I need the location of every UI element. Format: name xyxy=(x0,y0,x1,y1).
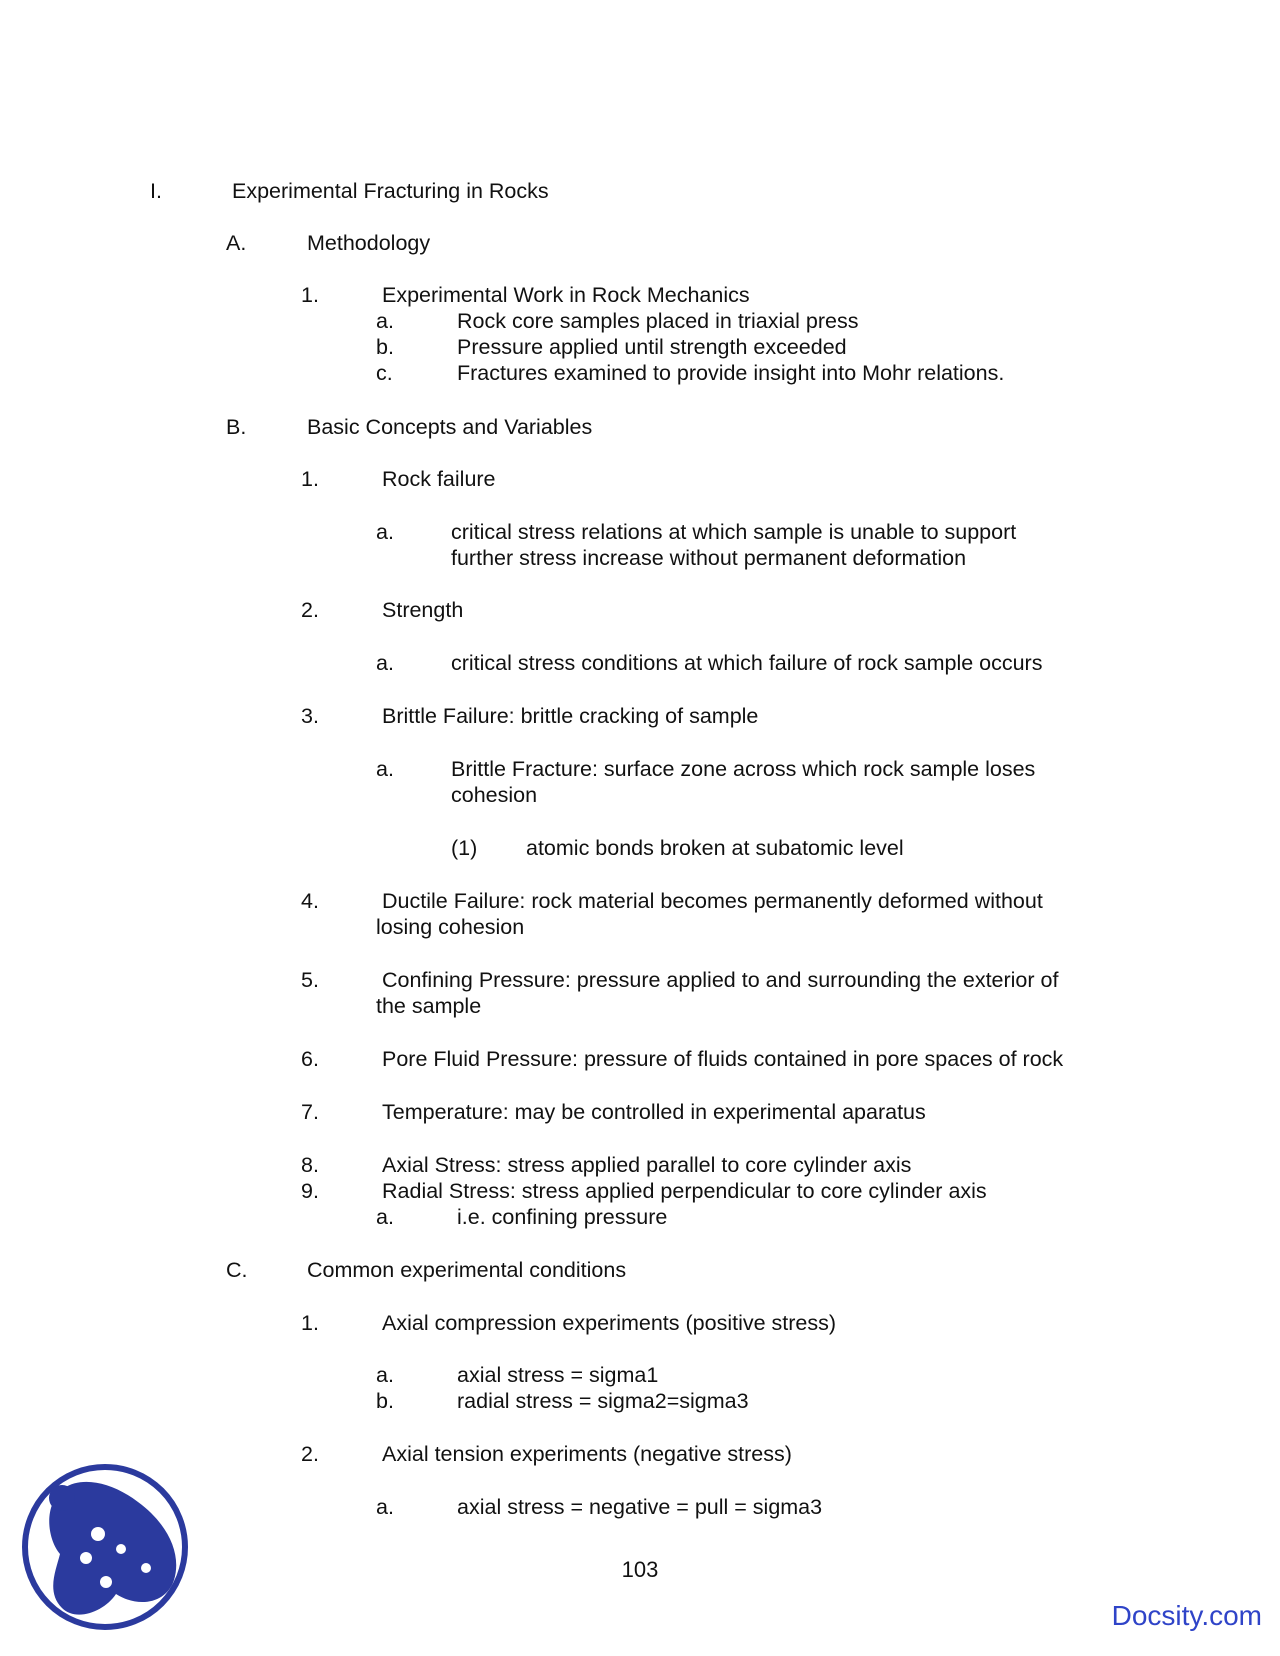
outline-text: Rock core samples placed in triaxial press xyxy=(457,309,859,333)
outline-marker: 9. xyxy=(301,1179,319,1203)
docsity-logo-icon[interactable] xyxy=(20,1462,190,1632)
outline-marker: 7. xyxy=(301,1100,319,1124)
outline-text: axial stress = negative = pull = sigma3 xyxy=(457,1495,823,1519)
outline-text: Axial tension experiments (negative stress) xyxy=(382,1442,792,1466)
outline-text: critical stress conditions at which failure of rock sample occurs xyxy=(451,651,1043,675)
outline-marker: b. xyxy=(376,335,394,359)
docsity-brand-link[interactable]: Docsity.com xyxy=(1111,1600,1262,1631)
outline-text: Confining Pressure: pressure applied to and surrounding the exterior of xyxy=(382,968,1059,992)
outline-text: Axial Stress: stress applied parallel to core cylinder axis xyxy=(382,1153,912,1177)
outline-text: critical stress relations at which sample is unable to support xyxy=(451,520,1017,544)
outline-marker: 8. xyxy=(301,1153,319,1177)
outline-marker: 1. xyxy=(301,467,319,491)
outline-text: Experimental Fracturing in Rocks xyxy=(232,179,549,203)
outline-marker: a. xyxy=(376,520,394,544)
outline-marker: 3. xyxy=(301,704,319,728)
outline-marker: (1) xyxy=(451,836,478,860)
outline-marker: a. xyxy=(376,309,394,333)
outline-marker: a. xyxy=(376,1495,394,1519)
outline-text: Ductile Failure: rock material becomes permanently deformed without xyxy=(382,889,1043,913)
outline-text: atomic bonds broken at subatomic level xyxy=(526,836,904,860)
outline-text: Axial compression experiments (positive stress) xyxy=(382,1311,837,1335)
outline-marker: 1. xyxy=(301,1311,319,1335)
outline-text: Fractures examined to provide insight into Mohr relations. xyxy=(457,361,1005,385)
outline-text: losing cohesion xyxy=(376,915,525,939)
outline-marker: c. xyxy=(376,361,393,385)
outline-text: Basic Concepts and Variables xyxy=(307,415,593,439)
outline-marker: a. xyxy=(376,757,394,781)
outline-text: i.e. confining pressure xyxy=(457,1205,668,1229)
outline-marker: 5. xyxy=(301,968,319,992)
outline-marker: B. xyxy=(226,415,247,439)
outline-text: Strength xyxy=(382,598,464,622)
outline-text: Brittle Failure: brittle cracking of sample xyxy=(382,704,759,728)
page-number: 103 xyxy=(621,1557,659,1582)
outline-marker: b. xyxy=(376,1389,394,1413)
outline-text: Radial Stress: stress applied perpendicular to core cylinder axis xyxy=(382,1179,987,1203)
outline-marker: 2. xyxy=(301,598,319,622)
outline-marker: a. xyxy=(376,1363,394,1387)
outline-text: Temperature: may be controlled in experimental aparatus xyxy=(382,1100,926,1124)
outline-text: Pore Fluid Pressure: pressure of fluids contained in pore spaces of rock xyxy=(382,1047,1064,1071)
outline-marker: C. xyxy=(226,1258,248,1282)
outline-marker: 2. xyxy=(301,1442,319,1466)
outline-text: Brittle Fracture: surface zone across which rock sample loses xyxy=(451,757,1036,781)
outline-text: axial stress = sigma1 xyxy=(457,1363,659,1387)
outline-text: Methodology xyxy=(307,231,431,255)
outline-marker: a. xyxy=(376,651,394,675)
outline-text: further stress increase without permanent deformation xyxy=(451,546,967,570)
outline-text: the sample xyxy=(376,994,482,1018)
outline-text: cohesion xyxy=(451,783,538,807)
outline-marker: 6. xyxy=(301,1047,319,1071)
outline-text: Rock failure xyxy=(382,467,496,491)
outline-marker: A. xyxy=(226,231,247,255)
outline-marker: a. xyxy=(376,1205,394,1229)
outline-text: Experimental Work in Rock Mechanics xyxy=(382,283,750,307)
outline-text: Pressure applied until strength exceeded xyxy=(457,335,847,359)
outline-marker: 4. xyxy=(301,889,319,913)
outline-text: Common experimental conditions xyxy=(307,1258,627,1282)
outline-marker: I. xyxy=(150,179,162,203)
outline-text: radial stress = sigma2=sigma3 xyxy=(457,1389,749,1413)
outline-marker: 1. xyxy=(301,283,319,307)
